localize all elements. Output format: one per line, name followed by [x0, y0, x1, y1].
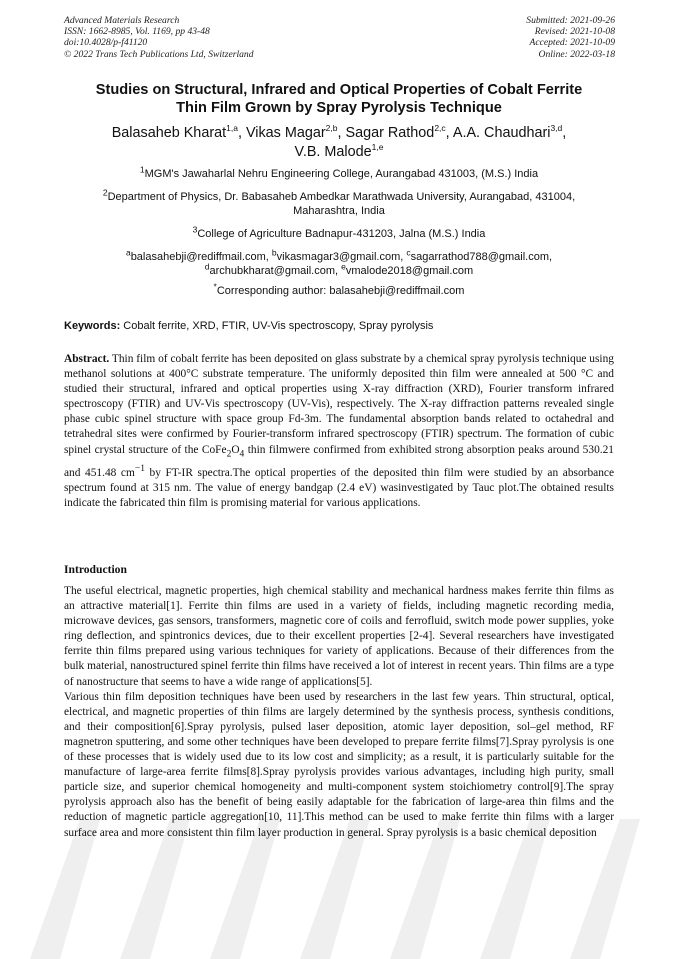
abstract-text-1: Thin film of cobalt ferrite has been deposited on glass substrate by a chemical spray pyrolysis technique using methanol solutions at 400°C substrate temperature. The uniformly deposited thin film were annealed at 500 °C and studied their structural, infrared and optical properties using X-ray diffraction (XRD), Fourier transform infrared spectroscopy (FTIR) and UV-Vis spectroscopy (UV-Vis), respectively. The X-ray diffraction patterns revealed single phase cubic spinel structure with space group Fd-3m. The fundamental absorption bands related to octahedral and tetrahedral sites were confirmed by Fourier-transform infrared spectroscopy (FTIR) spectrum. The formation of cubic spinel crystal structure of the CoFe [64, 353, 614, 456]
affiliation-3-number: 3 [192, 224, 198, 235]
corresponding-author [40, 281, 638, 298]
intro-paragraph-1: The useful electrical, magnetic properties, high chemical stability and mechanical hardness makes ferrite thin films as an attractive material[1]. Ferrite thin films are used in a variety of fields, including magnetic recording media, microwave devices, gas sensors, transformers, magnetic core of coils and ferrofluid, switch mode power supplies, yoke ring deflection, and spintronics devices, due to their excellent properties [2-4]. Several researchers have investigated ferrite thin films prepared using various techniques for variety of applications. Because of their differences from the bulk material, nanostructured spinel ferrite thin films have received a lot of interest in recent years. Thin films are a type of nanostructure that seems to have a wide range of applications[5]. [64, 585, 614, 688]
email-c[interactable]: sagarrathod788@gmail.com, [410, 251, 553, 263]
author-5: V.B. Malode [294, 144, 372, 160]
author-4-affil: 3,d [550, 123, 563, 134]
affiliation-2 [40, 187, 638, 218]
corresponding-marker: * [213, 281, 217, 292]
abstract-text-2: O [231, 443, 240, 456]
publication-dates [526, 15, 615, 60]
author-list: Balasaheb Kharat$^{1,a}$, Vikas Magar$^{2,b}$, Sagar Rathod$^{2,c}$, A.A. Chaudhari$^{3,d}$, V.B. Malode$^{1,e}$ [111, 123, 567, 160]
abstract-text-4: by FT-IR spectra.The optical properties of the deposited thin film were studied by an absorbance spectrum found at 315 nm. The value of energy bandgap (2.4 eV) wasinvestigated by Tauc plot.The obtained results indicate the fabricated thin film is promising material for various applications. [64, 466, 614, 509]
email-a[interactable]: balasahebji@rediffmail.com, [130, 251, 272, 263]
abstract-label: Abstract. [64, 353, 110, 365]
author-3-affil: 2,c [434, 123, 446, 134]
keywords-label: Keywords: [64, 320, 121, 332]
journal-doi: doi:10.4028/p-f41120 [64, 37, 148, 49]
author-5-affil: 1,e [371, 142, 384, 153]
author-1: Balasaheb Kharat [111, 125, 227, 141]
affiliation-2-number: 2 [102, 187, 108, 198]
affiliation-2-text: Department of Physics, Dr. Babasaheb Ambedkar Marathwada University, Aurangabad, 431004, [107, 191, 576, 203]
intro-paragraph-2: Various thin film deposition techniques have been used by researchers in the last few years. Thin structural, optical, electrical, and magnetic properties of thin films are largely determined by the synthesis process, synthesis conditions, and their composition[6].Spray pyrolysis, pulsed laser deposition, atomic layer deposition, sol–gel method, RF magnetron sputtering, and some other techniques have been developed to prepare ferrite films[7].Spray pyrolysis is one of these processes that is widely used due to its low cost and simplicity; as a result, it is particularly suitable for the manufacture of large-area ferrite films[8].Spray pyrolysis provides various advantages, including high purity, small particle size, and superior chemical homogeneity and multi-component system stoichiometry control[9].The spray pyrolysis approach also has the benefit of being easily adaptable for the fabrication of large-area thin films and the reduction of magnetic particle aggregation[10, 11].This method can be used to make ferrite thin films with a larger surface area and more consistent thin film layer production in general. Spray pyrolysis is a basic chemical deposition [64, 690, 614, 839]
date-submitted: Submitted: 2021-09-26 [526, 15, 615, 26]
email-d-marker: d [204, 261, 210, 272]
journal-issn: ISSN: 1662-8985, Vol. 1169, pp 43-48 [64, 26, 210, 38]
title-line-2: Thin Film Grown by Spray Pyrolysis Technique [176, 100, 502, 116]
title-line-1: Studies on Structural, Infrared and Optical Properties of Cobalt Ferrite [95, 82, 583, 98]
affiliation-1 [40, 164, 638, 181]
date-revised: Revised: 2021-10-08 [534, 26, 615, 38]
email-e-marker: e [341, 261, 346, 272]
affiliation-1-text: MGM's Jawaharlal Nehru Engineering College, Aurangabad 431003, (M.S.) India [144, 168, 539, 180]
abstract-superscript: −1 [134, 463, 145, 474]
corresponding-text: Corresponding author: balasahebji@rediffmail.com [216, 285, 465, 297]
affiliation-1-number: 1 [139, 164, 145, 175]
section-heading-introduction: Introduction [64, 563, 127, 576]
email-e[interactable]: vmalode2018@gmail.com [345, 265, 474, 277]
journal-copyright: © 2022 Trans Tech Publications Ltd, Switzerland [64, 48, 254, 60]
journal-name: Advanced Materials Research [64, 15, 180, 26]
email-b[interactable]: vikasmagar3@gmail.com, [276, 251, 407, 263]
email-c-marker: c [406, 247, 411, 258]
author-3: Sagar Rathod [345, 125, 435, 141]
abstract-subscript-1: 2 [226, 448, 232, 459]
email-b-marker: b [271, 247, 277, 258]
author-2: Vikas Magar [245, 125, 326, 141]
affiliation-3 [40, 224, 638, 241]
email-list [40, 247, 638, 278]
affiliation-3-text: College of Agriculture Badnapur-431203, Jalna (M.S.) India [197, 228, 486, 240]
author-1-affil: 1,a [226, 123, 238, 134]
paper-title [40, 81, 638, 117]
affiliation-2-text-cont: Maharashtra, India [293, 205, 385, 217]
introduction-body [64, 584, 614, 841]
keywords [64, 319, 624, 333]
date-online: Online: 2022-03-18 [538, 48, 615, 60]
date-accepted: Accepted: 2021-10-09 [529, 37, 615, 49]
author-2-affil: 2,b [325, 123, 338, 134]
abstract-text-3: thin filmwere confirmed from exhibited strong absorption peaks around 530.21 and 451.48 cm [64, 443, 615, 479]
email-a-marker: a [125, 247, 131, 258]
journal-info [64, 15, 254, 60]
keywords-text: Cobalt ferrite, XRD, FTIR, UV-Vis spectroscopy, Spray pyrolysis [120, 320, 434, 332]
email-d[interactable]: archubkharat@gmail.com, [209, 265, 342, 277]
abstract-subscript-2: 4 [239, 448, 245, 459]
abstract [64, 352, 614, 511]
author-4: A.A. Chaudhari [452, 125, 551, 141]
